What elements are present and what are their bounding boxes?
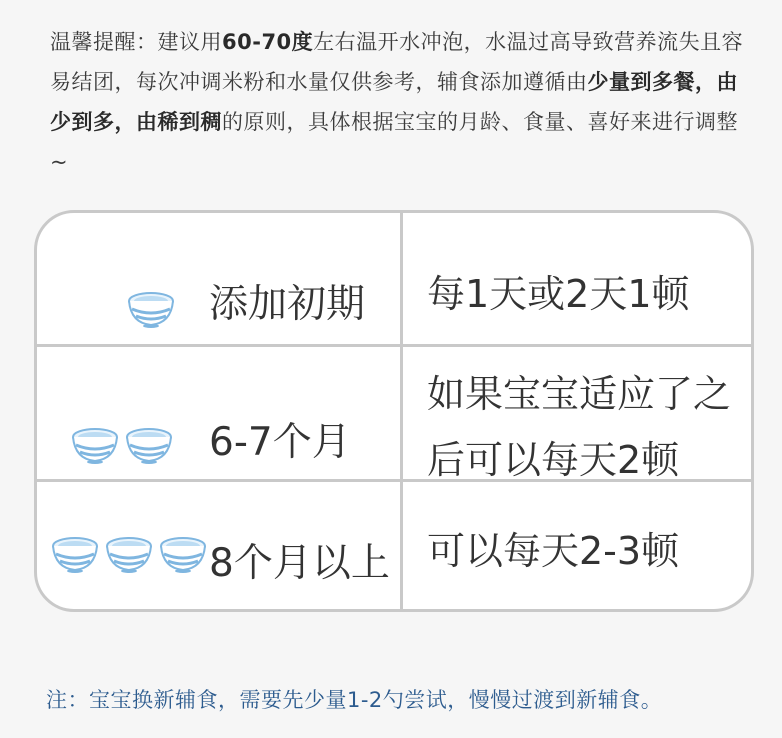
tip-bold-temp: 60-70度 — [222, 30, 314, 54]
stage-cell — [37, 482, 400, 612]
frequency-text-line1: 如果宝宝适应了之 — [427, 372, 732, 416]
stage-label: 6-7个月 — [209, 420, 351, 465]
feeding-schedule-table — [34, 210, 754, 612]
frequency-text: 每1天或2天1顿 — [427, 272, 690, 316]
tip-bold-principle: 少量到多餐，由少到多，由稀到稠 — [50, 70, 738, 134]
frequency-cell — [427, 518, 754, 584]
frequency-text-line2: 后可以每天2顿 — [427, 438, 680, 482]
table-row — [37, 479, 751, 612]
frequency-cell — [427, 361, 754, 493]
tip-paragraph — [50, 22, 750, 182]
bowl-icon — [51, 535, 99, 575]
tip-text-1: 温馨提醒：建议用 — [50, 30, 222, 54]
bowl-icon — [159, 535, 207, 575]
bowl-group — [51, 535, 207, 575]
stage-label: 8个月以上 — [209, 541, 390, 586]
bowl-icon — [105, 535, 153, 575]
frequency-text: 可以每天2-3顿 — [427, 529, 680, 573]
tip-text-3: 的原则，具体根据宝宝的月龄、食量、喜好来进行调整~ — [50, 110, 738, 174]
tip-text-2: 左右温开水冲泡，水温过高导致营养流失且容易结团，每次冲调米粉和水量仅供参考，辅食添加遵循由 — [50, 30, 744, 94]
table-row — [37, 344, 751, 482]
frequency-cell — [427, 261, 754, 327]
footnote: 注：宝宝换新辅食，需要先少量1-2勺尝试，慢慢过渡到新辅食。 — [46, 688, 663, 712]
stage-label: 添加初期 — [209, 282, 366, 327]
bowl-group — [71, 426, 173, 466]
bowl-icon — [127, 290, 175, 330]
bowl-icon — [71, 426, 119, 466]
bowl-icon — [125, 426, 173, 466]
bowl-group — [127, 290, 175, 330]
stage-cell — [37, 213, 400, 344]
table-row — [37, 213, 751, 344]
stage-cell — [37, 347, 400, 479]
